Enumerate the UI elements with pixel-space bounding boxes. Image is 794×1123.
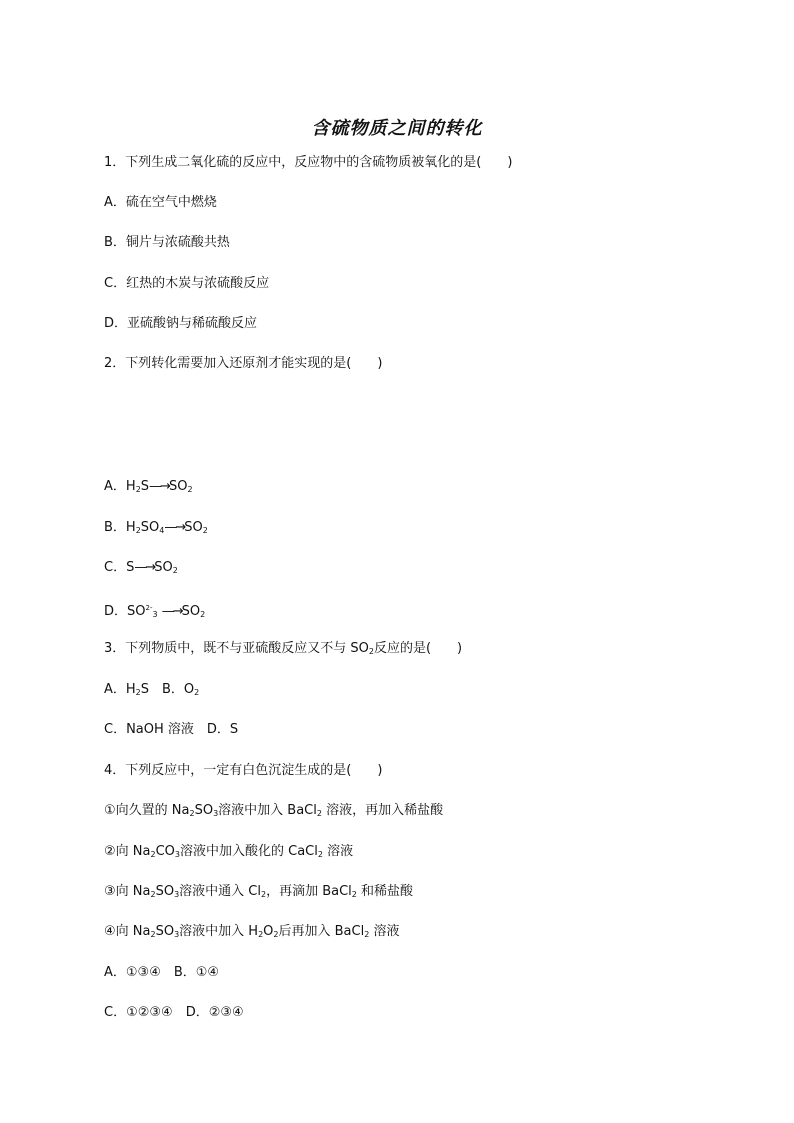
question-3-stem: 3．下列物质中，既不与亚硫酸反应又不与 $SO_2$反应的是( ) bbox=[104, 641, 463, 656]
question-1-option-b: B．铜片与浓硫酸共热 bbox=[104, 235, 230, 250]
question-2-option-d: D．$SO^{2-}_3$ $—\to SO_2$ bbox=[104, 604, 206, 619]
question-4-item-1: ①向久置的 $Na_2SO_3$溶液中加入 BaCl$_2$ 溶液，再加入稀盐酸 bbox=[104, 803, 444, 818]
arrow-icon: —→ bbox=[149, 479, 169, 494]
question-4-options-cd: C．①②③④ D．②③④ bbox=[104, 1005, 244, 1020]
question-3-options-ab: A．$H_2S$ B．$O_2$ bbox=[104, 682, 200, 697]
arrow-icon: —→ bbox=[161, 604, 182, 619]
question-1-option-a: A．硫在空气中燃烧 bbox=[104, 195, 217, 210]
question-1-stem: 1．下列生成二氧化硫的反应中，反应物中的含硫物质被氧化的是( ) bbox=[104, 155, 513, 170]
question-4-item-3: ③向 $Na_2SO_3$溶液中通入 $Cl_2$，再滴加 BaCl$_2$ 和稀盐酸 bbox=[104, 884, 414, 899]
question-1-option-c: C．红热的木炭与浓硫酸反应 bbox=[104, 276, 270, 291]
question-4-item-4: ④向 $Na_2SO_3$溶液中加入 $H_2O_2$后再加入 BaCl$_2$ 溶液 bbox=[104, 924, 400, 939]
question-4-stem: 4．下列反应中，一定有白色沉淀生成的是( ) bbox=[104, 763, 383, 778]
question-4-options-ab: A．①③④ B．①④ bbox=[104, 965, 220, 980]
question-2-option-b: B．$H_2SO_4—\to SO_2$ bbox=[104, 520, 208, 535]
question-1-option-d: D．亚硫酸钠与稀硫酸反应 bbox=[104, 316, 258, 331]
question-3-options-cd: C．NaOH 溶液 D．S bbox=[104, 722, 239, 737]
question-4-item-2: ②向 $Na_2CO_3$溶液中加入酸化的 CaCl$_2$ 溶液 bbox=[104, 844, 354, 859]
question-2-option-c: C．$S—\to SO_2$ bbox=[104, 560, 178, 575]
arrow-icon: —→ bbox=[164, 520, 185, 535]
question-2-stem: 2．下列转化需要加入还原剂才能实现的是( ) bbox=[104, 356, 383, 371]
question-2-option-a: A．$H_2S—\to SO_2$ bbox=[104, 479, 193, 494]
arrow-icon: —→ bbox=[134, 560, 155, 575]
page-title: 含硫物质之间的转化 bbox=[311, 118, 483, 139]
